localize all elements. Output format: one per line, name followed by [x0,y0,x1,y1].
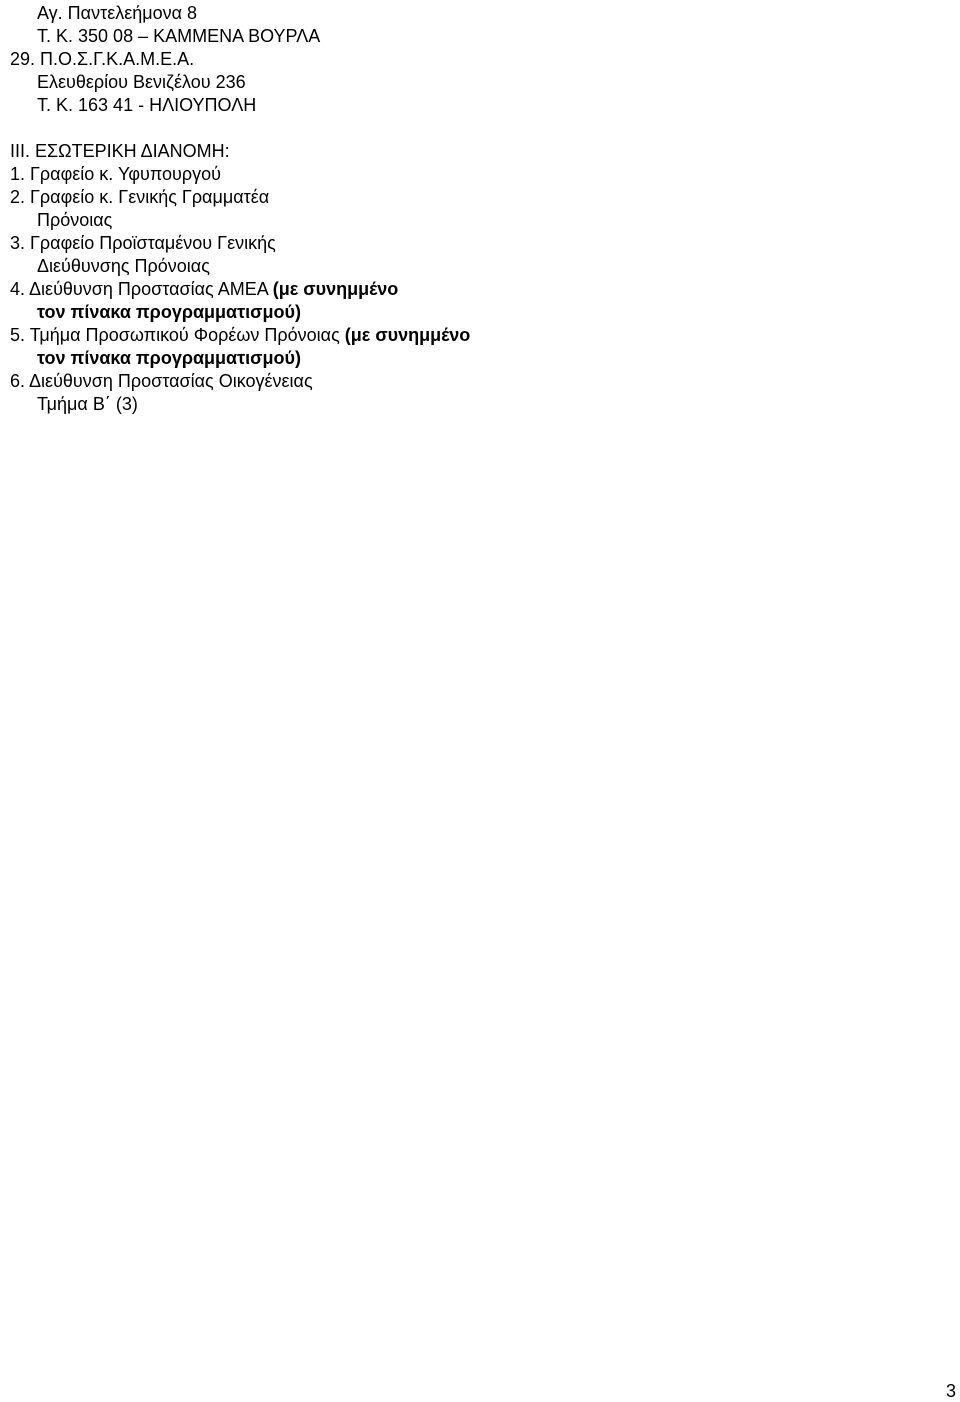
list-item-text: 5. Τμήμα Προσωπικού Φορέων Πρόνοιας [10,325,345,345]
section-heading: ΙΙΙ. ΕΣΩΤΕΡΙΚΗ ΔΙΑΝΟΜΗ: [10,141,230,161]
address-line: 29. Π.Ο.Σ.Γ.Κ.Α.Μ.Ε.Α. [10,49,195,69]
list-item-continuation: τον πίνακα προγραμματισμού) [37,302,301,322]
address-line: Αγ. Παντελεήμονα 8 [37,3,198,23]
list-item: 6. Διεύθυνση Προστασίας Οικογένειας [10,371,313,391]
list-item-bold-text: (με συνημμένο [272,279,399,299]
address-line: Τ. Κ. 350 08 – ΚΑΜΜΕΝΑ ΒΟΥΡΛΑ [37,26,321,46]
list-item [10,324,470,347]
list-item-continuation: Πρόνοιας [37,210,113,230]
list-item: 2. Γραφείο κ. Γενικής Γραμματέα [10,187,270,207]
list-item-bold-text: (με συνημμένο [344,325,471,345]
list-item-text: 4. Διεύθυνση Προστασίας ΑΜΕΑ [10,279,273,299]
list-item-continuation: τον πίνακα προγραμματισμού) [37,348,301,368]
list-item [10,278,398,301]
list-item: 1. Γραφείο κ. Υφυπουργού [10,164,221,184]
list-item-continuation: Τμήμα Β΄ (3) [37,394,138,414]
address-line: Ελευθερίου Βενιζέλου 236 [37,72,246,92]
address-line: Τ. Κ. 163 41 - ΗΛΙΟΥΠΟΛΗ [37,95,257,115]
page-number: 3 [945,1381,956,1401]
list-item: 3. Γραφείο Προϊσταμένου Γενικής [10,233,276,253]
list-item-continuation: Διεύθυνσης Πρόνοιας [37,256,210,276]
